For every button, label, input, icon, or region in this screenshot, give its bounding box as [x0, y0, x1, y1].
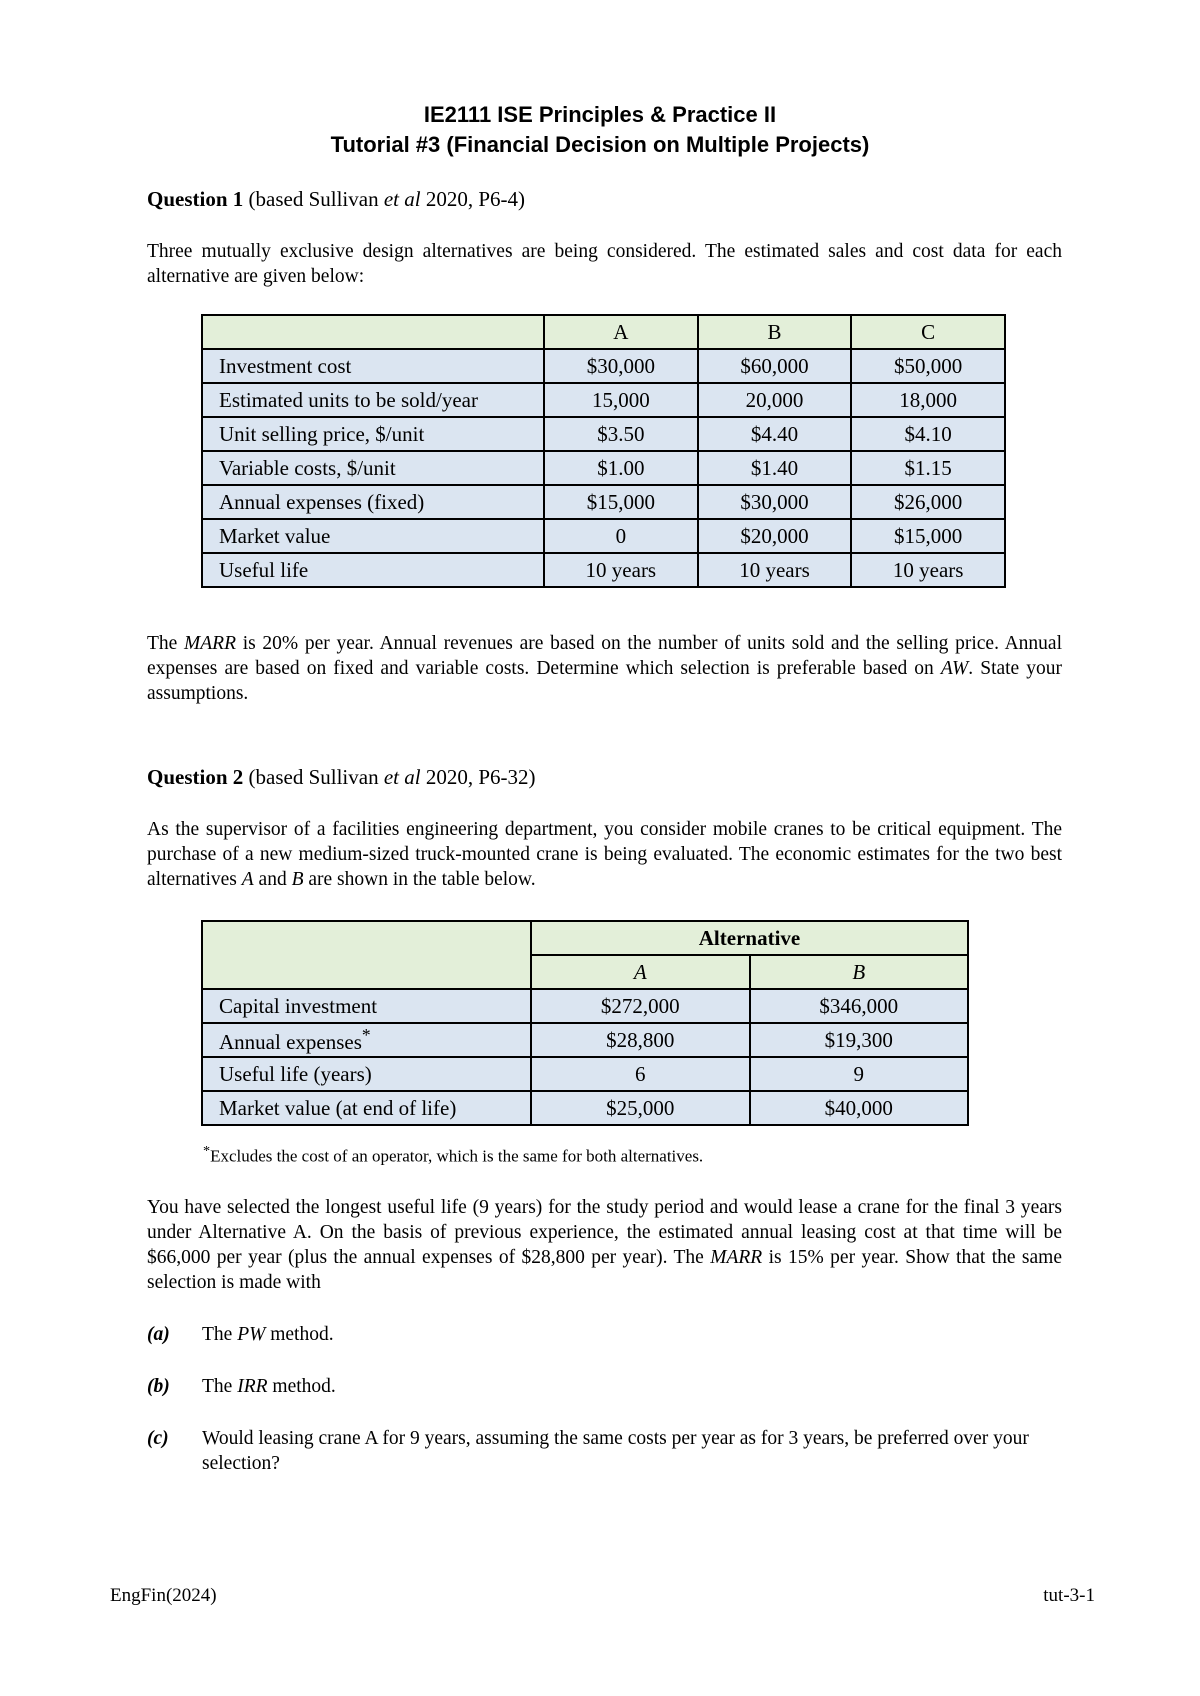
table-1-row	[202, 485, 1005, 519]
question-2-body-text-2: is 15% per year. Show that the same selection is made with	[147, 1247, 1062, 1293]
part-text-post: method.	[267, 1376, 336, 1397]
table-1-cell: $3.50	[544, 417, 698, 451]
footer-left: EngFin(2024)	[110, 1585, 217, 1606]
table-2-cell: 6	[531, 1057, 750, 1091]
table-2-corner-cell	[202, 921, 531, 989]
question-1-data-table	[201, 314, 1006, 588]
part-text-pre: The	[202, 1324, 238, 1345]
table-1-cell: $20,000	[698, 519, 852, 553]
question-1-body-text-2: is 20% per year. Annual revenues are based on the number of units sold and the selling price. Annual expenses are based on fixed and variable costs. Determine which selection is preferable based on	[147, 633, 1062, 679]
question-2-intro-b: B	[291, 869, 304, 890]
table-2-cell: $28,800	[531, 1023, 750, 1057]
part-text-post: method.	[265, 1324, 334, 1345]
table-2-row	[202, 1023, 968, 1057]
table-1-cell: 15,000	[544, 383, 698, 417]
table-2-row-label: Annual expenses	[219, 1030, 362, 1054]
part-method: PW	[237, 1324, 266, 1345]
question-2-intro-a: A	[241, 869, 254, 890]
table-1-row-label: Annual expenses (fixed)	[202, 485, 544, 519]
table-2-cell: $346,000	[750, 989, 969, 1023]
table-2-row-label-cell	[202, 1091, 531, 1125]
question-2-label: Question 2	[147, 765, 244, 789]
table-1-row	[202, 417, 1005, 451]
question-1-heading	[147, 185, 525, 213]
table-1-row	[202, 349, 1005, 383]
table-1-row-label: Investment cost	[202, 349, 544, 383]
table-1-cell: 10 years	[698, 553, 852, 587]
question-2-body	[147, 1195, 1062, 1295]
question-1-label: Question 1	[147, 187, 244, 211]
question-1-aw: AW	[940, 658, 969, 679]
table-2-row-label-cell	[202, 1057, 531, 1091]
table-2-row-label: Market value (at end of life)	[219, 1095, 457, 1120]
question-1-source-pre: (based Sullivan	[243, 187, 384, 211]
table-2-row-label: Capital investment	[219, 993, 378, 1018]
table-1-row-label: Variable costs, $/unit	[202, 451, 544, 485]
question-2-intro	[147, 817, 1062, 892]
table-1-row	[202, 451, 1005, 485]
table-1-cell: $60,000	[698, 349, 852, 383]
table-1-row-label: Market value	[202, 519, 544, 553]
table-2-group-header: Alternative	[531, 921, 968, 955]
part-text	[202, 1374, 1062, 1399]
table-2-row	[202, 989, 968, 1023]
table-1-cell: 10 years	[851, 553, 1005, 587]
table-1-row-label: Unit selling price, $/unit	[202, 417, 544, 451]
footnote-reference: *	[361, 1025, 371, 1045]
table-1-cell: $15,000	[851, 519, 1005, 553]
table-1-cell: 0	[544, 519, 698, 553]
table-2-cell: $19,300	[750, 1023, 969, 1057]
table-2-column-header: A	[531, 955, 750, 989]
table-2-row-label-cell	[202, 989, 531, 1023]
question-1-body-text-3: . State your assumptions.	[147, 658, 1062, 704]
question-2-intro-text-1: As the supervisor of a facilities engineering department, you consider mobile cranes to be critical equipment. The purchase of a new medium-sized truck-mounted crane is being evaluated. The economic estimates for the two best alternatives	[147, 819, 1062, 890]
question-2-intro-text-3: are shown in the table below.	[303, 869, 536, 890]
table-1-row-label: Estimated units to be sold/year	[202, 383, 544, 417]
part-method: IRR	[237, 1376, 268, 1397]
table-1-cell: 18,000	[851, 383, 1005, 417]
table-1-row-label: Useful life	[202, 553, 544, 587]
question-1-source-etal: et al	[383, 187, 421, 211]
table-1-cell: $30,000	[544, 349, 698, 383]
table-1-cell: $1.00	[544, 451, 698, 485]
table-1-cell: $4.10	[851, 417, 1005, 451]
part-text	[202, 1426, 1062, 1476]
table-1-cell: $1.40	[698, 451, 852, 485]
question-1-marr: MARR	[184, 633, 237, 654]
table-1-cell: $1.15	[851, 451, 1005, 485]
question-2-source-post: 2020, P6-32)	[420, 765, 536, 789]
table-2-cell: 9	[750, 1057, 969, 1091]
table-1-corner-cell	[202, 315, 544, 349]
table-1-cell: $30,000	[698, 485, 852, 519]
question-2-marr: MARR	[710, 1247, 763, 1268]
question-1-body	[147, 631, 1062, 706]
part-label: (b)	[147, 1376, 170, 1397]
tutorial-title: Tutorial #3 (Financial Decision on Multiple Projects)	[330, 132, 870, 157]
part-text-pre: The	[202, 1376, 238, 1397]
question-2-body-text-1: You have selected the longest useful life (9 years) for the study period and would lease a crane for the final 3 years under Alternative A. On the basis of previous experience, the estimated annual leasing cost at that time will be $66,000 per year (plus the annual expenses of $28,800 per year). The	[147, 1197, 1062, 1268]
table-1-row	[202, 519, 1005, 553]
table-1-cell: 10 years	[544, 553, 698, 587]
part-text	[202, 1322, 1062, 1347]
footer-right: tut-3-1	[1043, 1585, 1095, 1606]
table-2-cell: $40,000	[750, 1091, 969, 1125]
course-title: IE2111 ISE Principles & Practice II	[423, 102, 777, 127]
part-text-pre: Would leasing crane A for 9 years, assuming the same costs per year as for 3 years, be preferred over your selection?	[202, 1428, 1029, 1474]
table-1-row	[202, 553, 1005, 587]
table-1-header-row	[202, 315, 1005, 349]
table-1-cell: $50,000	[851, 349, 1005, 383]
footnote-mark: *	[203, 1143, 211, 1159]
question-2-data-table	[201, 920, 969, 1126]
table-1-column-header: B	[698, 315, 852, 349]
footnote-text: Excludes the cost of an operator, which is the same for both alternatives.	[210, 1146, 704, 1166]
table-2-row	[202, 1057, 968, 1091]
table-2-cell: $25,000	[531, 1091, 750, 1125]
question-1-intro: Three mutually exclusive design alternatives are being considered. The estimated sales and cost data for each alternative are given below:	[147, 241, 1062, 287]
table-1-row	[202, 383, 1005, 417]
table-1-cell: $4.40	[698, 417, 852, 451]
table-1-column-header: C	[851, 315, 1005, 349]
table-1-column-header: A	[544, 315, 698, 349]
part-label: (c)	[147, 1428, 169, 1449]
table-1-cell: 20,000	[698, 383, 852, 417]
table-2-row-label-cell	[202, 1023, 531, 1057]
question-2-source-etal: et al	[383, 765, 421, 789]
table-1-cell: $26,000	[851, 485, 1005, 519]
question-1-body-text-1: The	[147, 633, 185, 654]
table-2-column-header: B	[750, 955, 969, 989]
table-1-cell: $15,000	[544, 485, 698, 519]
question-2-source-pre: (based Sullivan	[243, 765, 384, 789]
table-2-row-label: Useful life (years)	[219, 1061, 372, 1086]
question-1-source-post: 2020, P6-4)	[420, 187, 525, 211]
question-2-intro-text-2: and	[253, 869, 292, 890]
part-label: (a)	[147, 1324, 170, 1345]
table-2-row	[202, 1091, 968, 1125]
table-2-cell: $272,000	[531, 989, 750, 1023]
table-2-footnote	[203, 1140, 703, 1168]
question-2-heading	[147, 763, 536, 791]
